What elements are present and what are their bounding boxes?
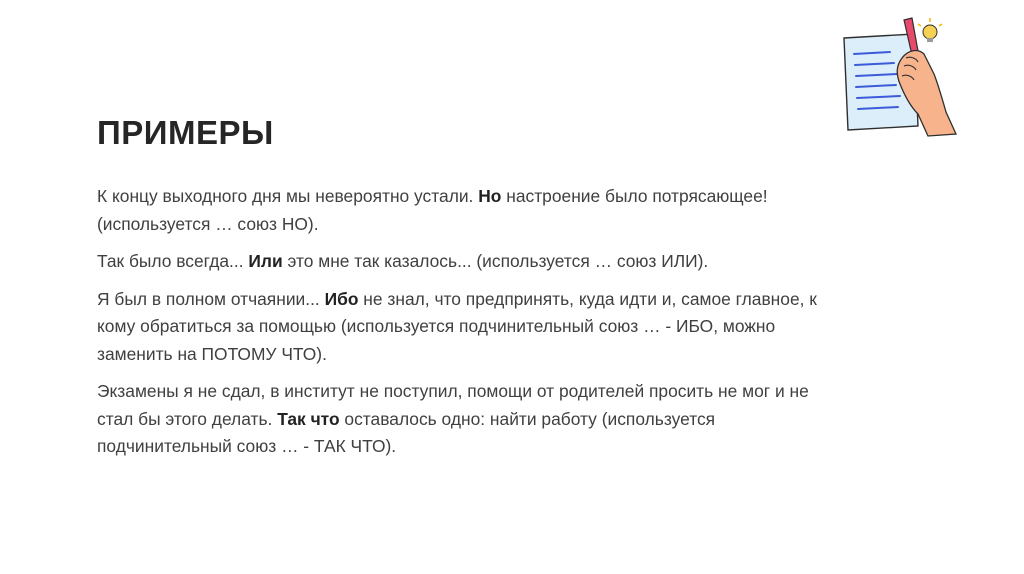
conjunction-highlight: Ибо — [324, 288, 359, 309]
conjunction-highlight: Или — [248, 251, 283, 271]
lightbulb-icon — [918, 18, 942, 42]
paragraph-text: Так было всегда... — [97, 251, 249, 271]
slide-body — [97, 183, 837, 471]
conjunction-highlight: Но — [478, 186, 502, 206]
paragraph-text: это мне так казалось... (используется … союз ИЛИ). — [282, 251, 709, 271]
paragraph-text: Я был в полном отчаянии... — [97, 288, 325, 309]
example-paragraph-4 — [97, 378, 837, 461]
slide-title: ПРИМЕРЫ — [97, 114, 274, 151]
example-paragraph-3 — [97, 286, 837, 369]
paragraph-text: К концу выходного дня мы невероятно устали. — [97, 186, 479, 206]
hand-writing-note-icon — [838, 14, 958, 140]
conjunction-highlight: Так что — [277, 408, 340, 429]
paragraph-text: не знал, что предпринять, куда идти и, самое главное, к кому обратиться за помощью (используется подчинительный союз … - ИБО, можно заменить на ПОТОМУ ЧТО). — [97, 288, 817, 364]
paragraph-text: оставалось одно: найти работу (используется подчинительный союз … - ТАК ЧТО). — [97, 408, 716, 456]
example-paragraph-1 — [97, 183, 837, 238]
paragraph-text: Экзамены я не сдал, в институт не поступил, помощи от родителей просить не мог и не стал бы этого делать. — [97, 381, 809, 429]
example-paragraph-2 — [97, 248, 837, 276]
paragraph-text: настроение было потрясающее! (используется … союз НО). — [97, 186, 768, 234]
